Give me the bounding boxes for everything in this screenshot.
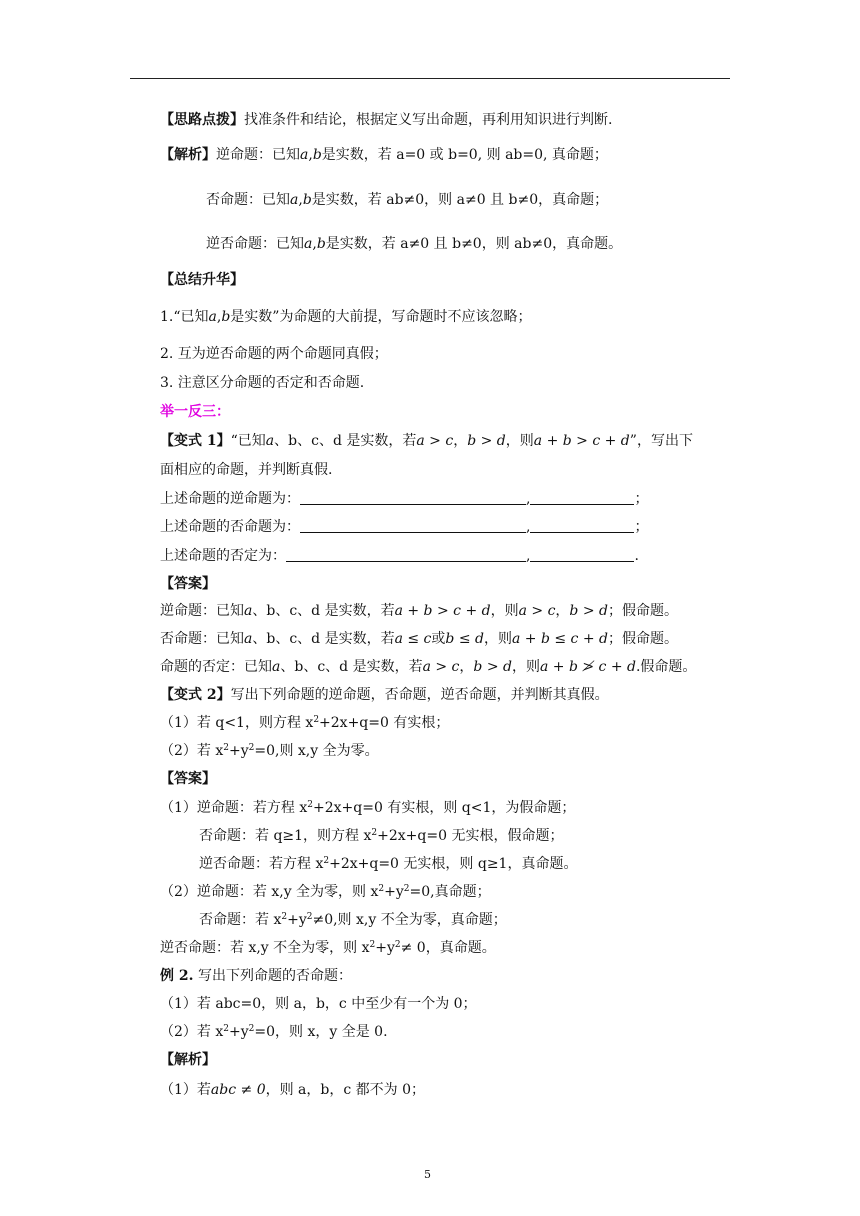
- text-line-variant-2: 【变式 2】写出下列命题的逆命题，否命题，逆否命题，并判断其真假。: [160, 687, 609, 703]
- text-line-a1-converse: （1）逆命题：若方程 $x^2+2x+q=0$ 有实根，则 q<1，为假命题；: [160, 800, 576, 816]
- text-line-variant-1-cont: 面相应的命题，并判断真假.: [160, 462, 333, 478]
- text-line-answer-inverse: 否命题：已知a、b、c、d 是实数，若a ≤ c或b ≤ d，则a + b ≤ c + d；假命题。: [160, 631, 678, 647]
- fill-in-inverse: 上述命题的否命题为： , ；: [160, 519, 649, 535]
- fill-in-converse: 上述命题的逆命题为： , ；: [160, 491, 649, 507]
- section-heading-answer-2: 【答案】: [160, 771, 216, 787]
- text-line-a1-inverse: 否命题：若 q≥1，则方程 $x^2+2x+q=0$ 无实根，假命题；: [199, 828, 564, 844]
- text-line-a2-inverse: 否命题：若 $x^2+y^2\ne 0$,则 x,y 不全为零，真命题；: [199, 912, 507, 928]
- page-number: 5: [424, 1168, 431, 1181]
- text-line-a2-converse: （2）逆命题：若 x,y 全为零，则 $x^2+y^2=0$,真命题；: [160, 884, 491, 900]
- text-line-a2-contrapositive: 逆否命题：若 x,y 不全为零，则 $x^2+y^2\ne 0$，真命题。: [160, 940, 496, 956]
- text-line-example-2: 例 2. 写出下列命题的否命题：: [160, 968, 352, 984]
- text-line-summary-2: 2. 互为逆否命题的两个命题同真假；: [160, 346, 388, 362]
- text-line-answer-negation: 命题的否定：已知a、b、c、d 是实数，若a > c，b > d，则a + b ≯ c + d.假命题。: [160, 659, 697, 675]
- text-line-contrapositive: 逆否命题：已知a,b是实数，若 a≠0 且 b≠0，则 ab≠0，真命题。: [206, 236, 623, 252]
- answer-blank: [530, 518, 634, 533]
- text-line-analysis: 【解析】逆命题：已知a,b是实数，若 a=0 或 b=0, 则 ab=0, 真命题；: [160, 147, 608, 163]
- answer-blank: [530, 547, 634, 562]
- text-line-hint: 【思路点拨】找准条件和结论，根据定义写出命题，再利用知识进行判断.: [160, 112, 613, 128]
- text-line-variant-2-q2: （2）若 $x^2+y^2=0$,则 x,y 全为零。: [160, 743, 379, 759]
- answer-blank: [530, 490, 634, 505]
- answer-blank: [300, 518, 526, 533]
- text-line-variant-1: 【变式 1】“已知a、b、c、d 是实数，若a > c，b > d，则a + b > c + d”，写出下: [160, 433, 693, 449]
- answer-blank: [286, 547, 526, 562]
- answer-blank: [300, 490, 526, 505]
- section-heading-summary: 【总结升华】: [160, 272, 244, 288]
- text-line-summary-1: 1.“已知a,b是实数”为命题的大前提，写命题时不应该忽略；: [160, 309, 532, 325]
- text-line-summary-3: 3. 注意区分命题的否定和否命题.: [160, 375, 365, 391]
- text-line-analysis-2-a1: （1）若abc ≠ 0，则 a，b，c 都不为 0；: [160, 1082, 426, 1098]
- section-heading-answer: 【答案】: [160, 576, 216, 592]
- text-line-a1-contrapositive: 逆否命题：若方程 $x^2+2x+q=0$ 无实根，则 q≥1，真命题。: [199, 856, 578, 872]
- text-line-answer-converse: 逆命题：已知a、b、c、d 是实数，若a + b > c + d，则a > c，b > d；假命题。: [160, 603, 678, 619]
- section-heading-practice: 举一反三：: [160, 404, 230, 420]
- header-rule: [130, 78, 730, 79]
- text-line-inverse: 否命题：已知a,b是实数，若 ab≠0，则 a≠0 且 b≠0，真命题；: [206, 192, 609, 208]
- text-line-example-2-q2: （2）若 $x^2+y^2=0$，则 x，y 全是 0.: [160, 1024, 388, 1040]
- text-line-variant-2-q1: （1）若 q<1，则方程 $x^2+2x+q=0$ 有实根；: [160, 715, 450, 731]
- section-heading-analysis-2: 【解析】: [160, 1052, 216, 1068]
- fill-in-negation: 上述命题的否定为： , .: [160, 548, 639, 564]
- text-line-example-2-q1: （1）若 abc=0，则 a，b，c 中至少有一个为 0；: [160, 996, 477, 1012]
